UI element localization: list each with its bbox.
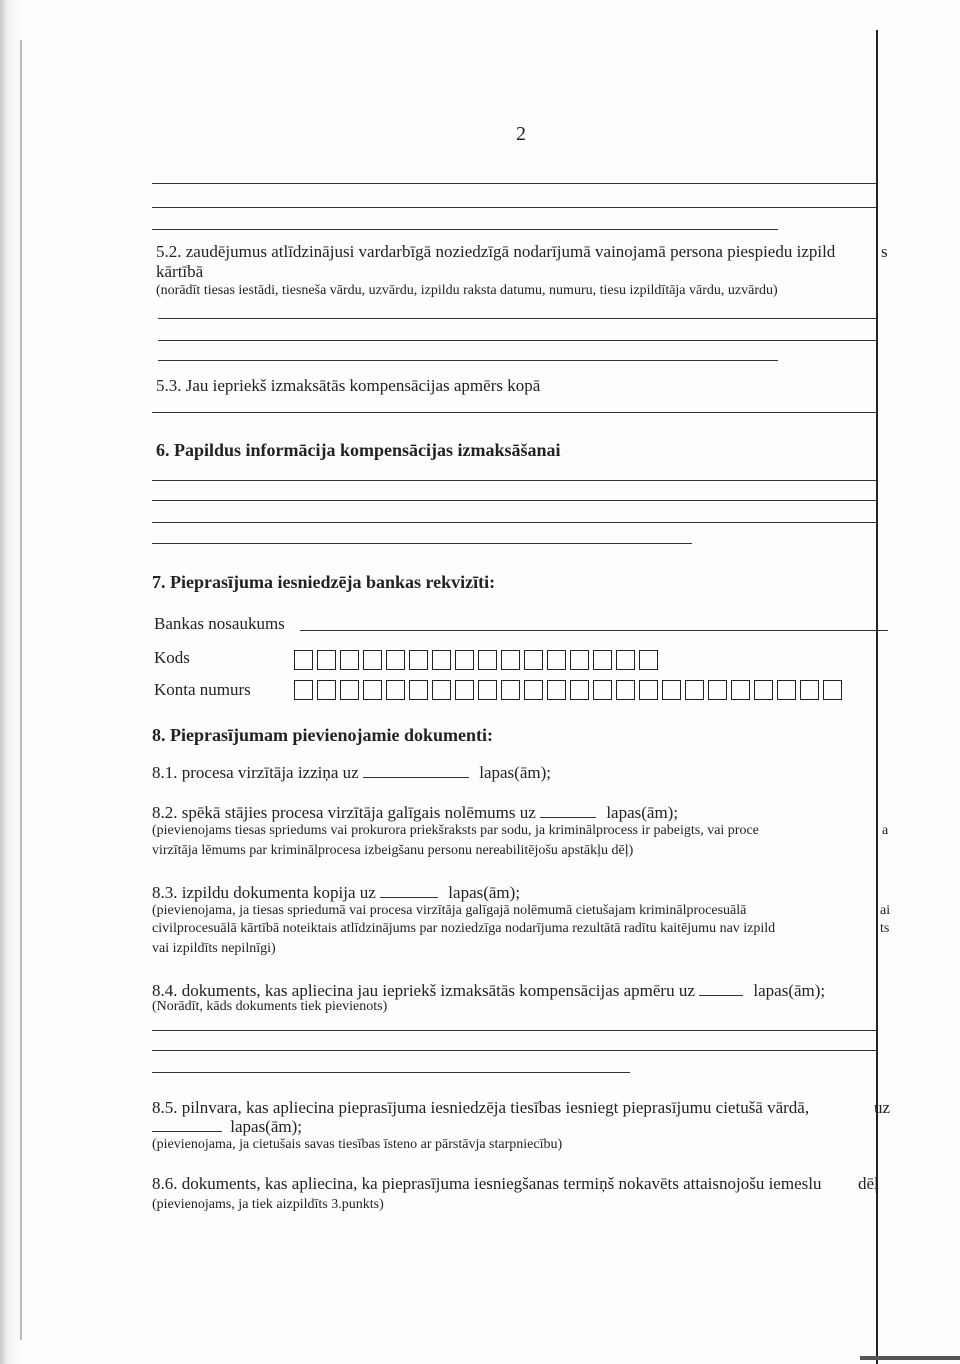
fill-line	[152, 183, 876, 184]
account-box[interactable]	[501, 680, 520, 700]
code-box[interactable]	[570, 650, 589, 670]
fill-line	[152, 500, 876, 501]
item-8-3-note-line3: vai izpildīts nepilnīgi)	[152, 941, 276, 956]
section-8-heading: 8. Pieprasījumam pievienojamie dokumenti:	[152, 725, 493, 745]
fill-line	[158, 340, 876, 341]
item-8-1	[152, 762, 551, 783]
code-box[interactable]	[478, 650, 497, 670]
account-box[interactable]	[478, 680, 497, 700]
account-box[interactable]	[731, 680, 750, 700]
item-8-5-line1: 8.5. pilnvara, kas apliecina pieprasījuma iesniedzēja tiesības iesniegt pieprasījumu cietušā vārdā,	[152, 1098, 810, 1117]
code-box[interactable]	[593, 650, 612, 670]
section-5-2-line1-tail: s	[881, 242, 888, 261]
item-8-4-text: 8.4. dokuments, kas apliecina jau iepriekš izmaksātās kompensācijas apmēru uz	[152, 981, 695, 1000]
code-box[interactable]	[317, 650, 336, 670]
item-8-2-note-line1: (pievienojams tiesas spriedums vai prokurora priekšraksts par sodu, ja kriminālprocess ir pabeigts, vai proce	[152, 823, 759, 838]
item-8-5-note: (pievienojama, ja cietušais savas tiesības īsteno ar pārstāvja starpniecību)	[152, 1137, 563, 1152]
section-7-heading: 7. Pieprasījuma iesniedzēja bankas rekvizīti:	[152, 572, 496, 592]
item-8-2-note-line1-tail: a	[882, 823, 889, 838]
section-6-heading: 6. Papildus informācija kompensācijas izmaksāšanai	[156, 440, 561, 460]
bank-code-label: Kods	[154, 648, 190, 667]
item-8-3-suffix: lapas(ām);	[448, 883, 521, 902]
item-8-6-line1-tail: dēļ	[858, 1174, 879, 1193]
account-box[interactable]	[800, 680, 819, 700]
account-box[interactable]	[823, 680, 842, 700]
account-box[interactable]	[593, 680, 612, 700]
account-box[interactable]	[386, 680, 405, 700]
fill-line	[158, 360, 778, 361]
item-8-1-pages-field[interactable]	[363, 762, 469, 778]
account-box[interactable]	[409, 680, 428, 700]
item-8-4-pages-field[interactable]	[699, 980, 743, 996]
account-box[interactable]	[363, 680, 382, 700]
code-box[interactable]	[639, 650, 658, 670]
item-8-4-suffix: lapas(ām);	[753, 981, 826, 1000]
section-5-2-number: 5.2.	[156, 242, 182, 261]
section-5-2-line2: kārtībā	[156, 262, 204, 281]
fill-line	[152, 1072, 630, 1073]
account-box[interactable]	[754, 680, 773, 700]
item-8-6-line1: 8.6. dokuments, kas apliecina, ka pieprasījuma iesniegšanas termiņš nokavēts attaisnojošu iemeslu	[152, 1174, 822, 1193]
account-box[interactable]	[616, 680, 635, 700]
bank-name-label: Bankas nosaukums	[154, 614, 285, 633]
code-box[interactable]	[386, 650, 405, 670]
item-8-2	[152, 802, 678, 823]
item-8-1-text: 8.1. procesa virzītāja izziņa uz	[152, 763, 359, 782]
account-box[interactable]	[662, 680, 681, 700]
item-8-3-note-line2: civilprocesuālā kārtībā noteiktais atlīdzinājums par noziedzīga nodarījuma rezultātā radītu kaitējumu nav izpild	[152, 921, 776, 936]
section-5-2-line1	[156, 242, 835, 262]
item-8-3-note-line2-tail: ts	[880, 921, 890, 936]
item-8-1-suffix: lapas(ām);	[479, 763, 551, 782]
code-box[interactable]	[501, 650, 520, 670]
account-box[interactable]	[708, 680, 727, 700]
bank-code-boxes[interactable]	[294, 650, 662, 670]
item-8-3-note-line1-tail: ai	[880, 903, 891, 918]
fill-line	[152, 412, 876, 413]
code-box[interactable]	[455, 650, 474, 670]
code-box[interactable]	[524, 650, 543, 670]
item-8-5-line1-tail: uz	[874, 1098, 891, 1117]
section-5-3-text: 5.3. Jau iepriekš izmaksātās kompensācijas apmērs kopā	[156, 376, 541, 395]
item-8-2-note-line2: virzītāja lēmums par kriminālprocesa izbeigšanu personu nereabilitējošu apstākļu dēļ)	[152, 843, 634, 858]
code-box[interactable]	[409, 650, 428, 670]
account-box[interactable]	[570, 680, 589, 700]
scan-left-edge	[0, 0, 26, 1364]
fill-line	[152, 522, 876, 523]
account-box[interactable]	[317, 680, 336, 700]
section-5-2-text: zaudējumus atlīdzinājusi vardarbīgā noziedzīgā nodarījumā vainojamā persona piespiedu izpild	[185, 242, 836, 261]
account-box[interactable]	[340, 680, 359, 700]
item-8-2-suffix: lapas(ām);	[606, 803, 679, 822]
code-box[interactable]	[294, 650, 313, 670]
item-8-3-pages-field[interactable]	[380, 882, 438, 898]
account-box[interactable]	[432, 680, 451, 700]
item-8-5-pages-field[interactable]	[152, 1116, 222, 1132]
code-box[interactable]	[340, 650, 359, 670]
item-8-5-line2	[152, 1116, 302, 1137]
item-8-2-text: 8.2. spēkā stājies procesa virzītāja galīgais nolēmums uz	[152, 803, 536, 822]
code-box[interactable]	[363, 650, 382, 670]
fill-line	[152, 1030, 876, 1031]
fill-line	[152, 1050, 876, 1051]
section-5-2-note: (norādīt tiesas iestādi, tiesneša vārdu, uzvārdu, izpildu raksta datumu, numuru, tiesu izpildītāja vārdu, uzvārdu)	[156, 283, 778, 298]
item-8-4-note: (Norādīt, kāds dokuments tiek pievienots)	[152, 999, 388, 1014]
fill-line	[152, 543, 692, 544]
account-number-label: Konta numurs	[154, 680, 251, 699]
item-8-3	[152, 882, 520, 903]
page-right-border	[876, 30, 878, 1364]
scan-bottom-mark	[860, 1356, 960, 1360]
scan-edge-line	[20, 40, 22, 1340]
item-8-5-suffix: lapas(ām);	[230, 1117, 302, 1136]
item-8-3-note-line1: (pievienojama, ja tiesas spriedumā vai procesa virzītāja galīgajā nolēmumā cietušajam kriminālprocesuālā	[152, 903, 747, 918]
item-8-6-note: (pievienojams, ja tiek aizpildīts 3.punkts)	[152, 1197, 384, 1212]
fill-line	[152, 207, 876, 208]
code-box[interactable]	[547, 650, 566, 670]
code-box[interactable]	[616, 650, 635, 670]
item-8-3-text: 8.3. izpildu dokumenta kopija uz	[152, 883, 376, 902]
fill-line	[152, 229, 778, 230]
account-box[interactable]	[777, 680, 796, 700]
bank-name-field[interactable]	[300, 630, 888, 631]
account-box[interactable]	[524, 680, 543, 700]
item-8-2-pages-field[interactable]	[540, 802, 596, 818]
page-number: 2	[516, 123, 526, 145]
account-box[interactable]	[455, 680, 474, 700]
fill-line	[152, 480, 876, 481]
code-box[interactable]	[432, 650, 451, 670]
account-box[interactable]	[685, 680, 704, 700]
account-box[interactable]	[547, 680, 566, 700]
account-box[interactable]	[639, 680, 658, 700]
fill-line	[158, 318, 876, 319]
account-box[interactable]	[294, 680, 313, 700]
account-number-boxes[interactable]	[294, 680, 846, 700]
